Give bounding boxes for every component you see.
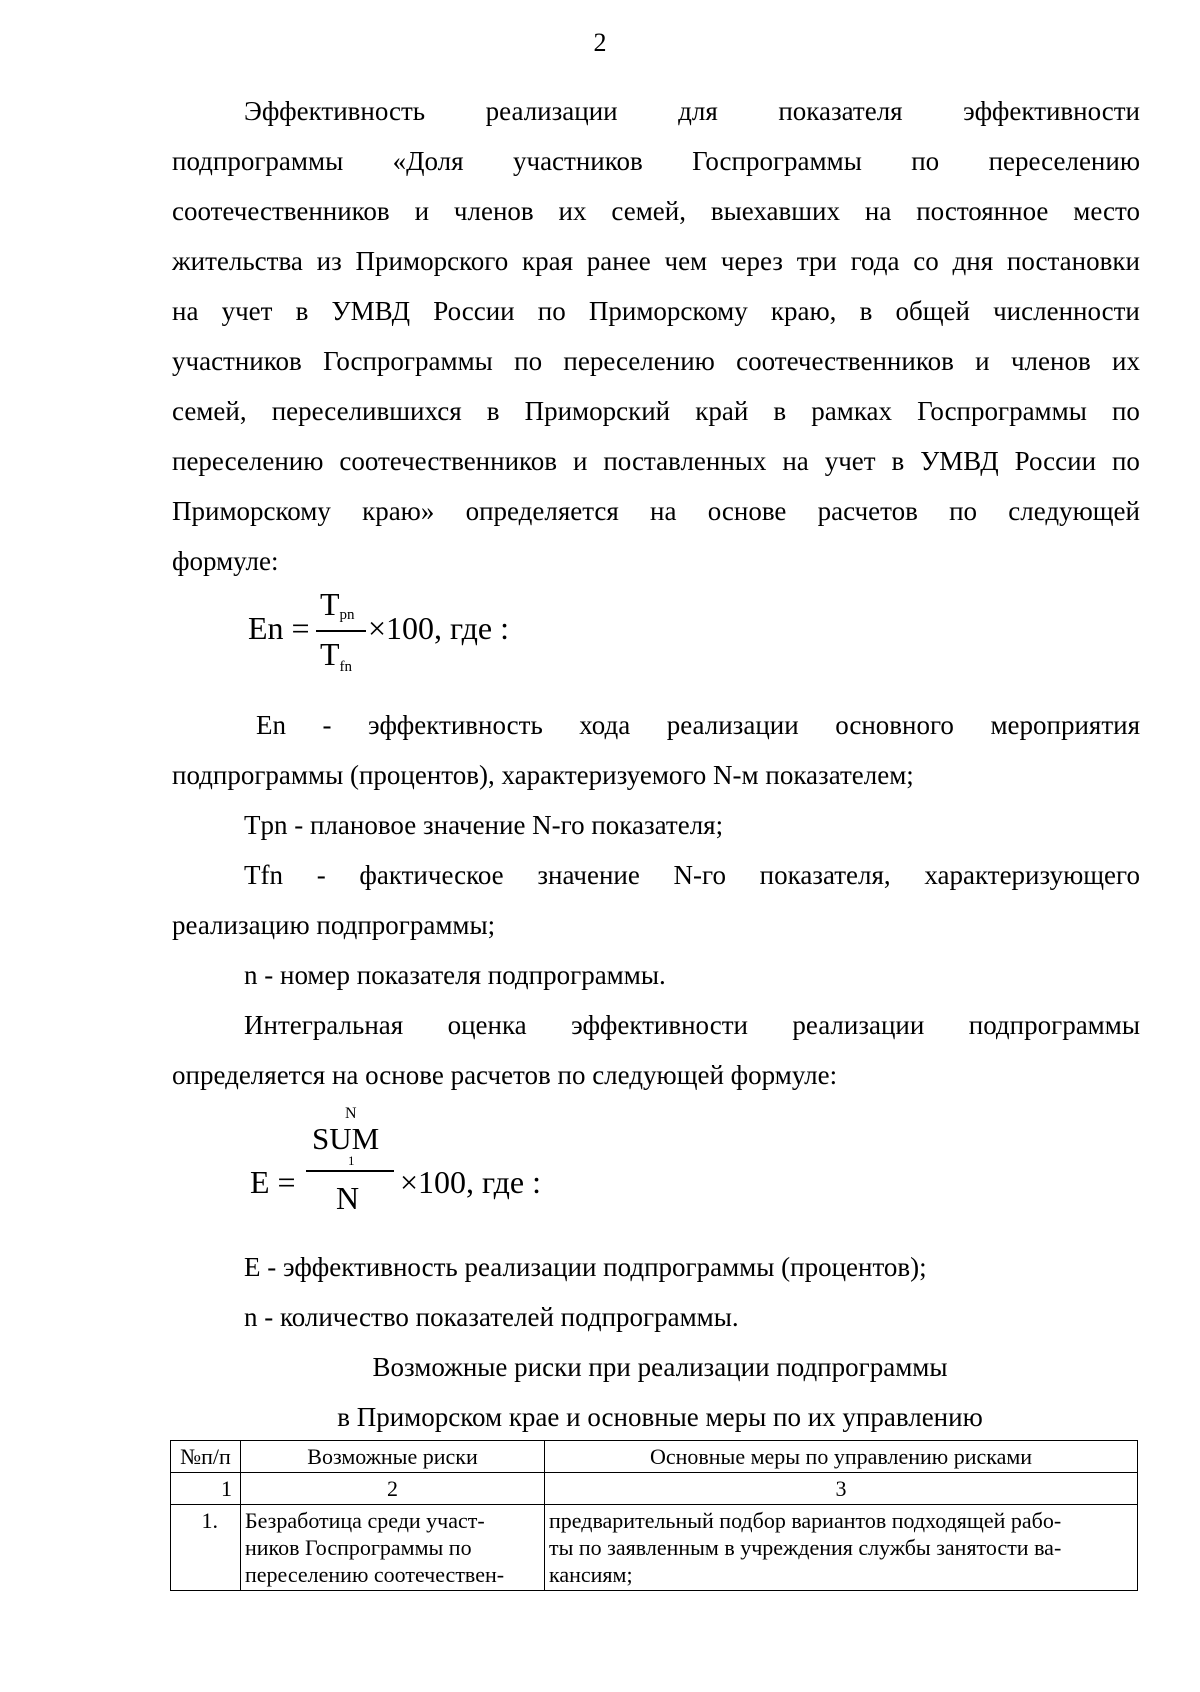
para1-word: на <box>650 496 677 526</box>
formula1-denominator: Tfn <box>320 636 353 675</box>
para1-word: Приморскому <box>172 496 331 526</box>
para1-word: их <box>558 196 587 226</box>
para1-word: численности <box>993 296 1140 326</box>
para1-word: ранее <box>586 246 651 276</box>
para2_line1-word: Интегральная <box>244 1010 404 1040</box>
para1-word: краю» <box>362 496 435 526</box>
tfn_line1-word: Tfn <box>244 860 283 890</box>
numbering-2: 2 <box>241 1473 545 1505</box>
para1-word: рамках <box>811 396 893 426</box>
formula2-sum: SUM <box>312 1121 380 1156</box>
para1-word: показателя <box>778 96 903 126</box>
para1-word: членов <box>453 196 534 226</box>
table-header-row <box>171 1441 1138 1473</box>
en_line1-word: - <box>322 710 332 740</box>
para1-word: участников <box>172 346 302 376</box>
para1-word: край <box>695 396 749 426</box>
para1-word: жительства <box>172 246 303 276</box>
para1-word: членов <box>1010 346 1091 376</box>
para1-line <box>172 394 1140 428</box>
formula2-sum-lower: 1 <box>348 1153 355 1168</box>
header-measures: Основные меры по управлению рисками <box>545 1441 1138 1473</box>
para1-word: расчетов <box>817 496 918 526</box>
formula1-rhs: ×100, где : <box>368 610 509 646</box>
formula2-rhs: ×100, где : <box>400 1164 541 1200</box>
para2_line1-word: оценка <box>447 1010 527 1040</box>
tfn_line1-word: показателя, <box>759 860 891 890</box>
para1-word: место <box>1073 196 1140 226</box>
para1-word: постоянное <box>916 196 1049 226</box>
para1-word: учет <box>824 446 876 476</box>
para1-last-line: формуле: <box>172 546 279 576</box>
para1-word: Приморского <box>355 246 509 276</box>
para1-word: дня <box>952 246 994 276</box>
para1-word: эффективности <box>963 96 1140 126</box>
para1-word: года <box>850 246 900 276</box>
def-tfn-line2: реализацию подпрограммы; <box>172 910 496 940</box>
para1-line <box>172 494 1140 528</box>
en_line1-word: мероприятия <box>990 710 1140 740</box>
para1-word: переселившихся <box>271 396 462 426</box>
en_line1-word: эффективность <box>368 710 543 740</box>
para2-line1 <box>244 1008 1140 1042</box>
row-number: 1. <box>171 1505 241 1591</box>
para1-word: подпрограммы <box>172 146 344 176</box>
para2_line1-word: эффективности <box>571 1010 748 1040</box>
para1-word: «Доля <box>392 146 464 176</box>
section-title-line2: в Приморском крае и основные меры по их управлению <box>337 1402 983 1432</box>
header-risks: Возможные риски <box>241 1441 545 1473</box>
para1-word: Госпрограммы <box>323 346 493 376</box>
para1-line <box>172 444 1140 478</box>
def-tpn: Tpn - плановое значение N-го показателя; <box>244 810 724 840</box>
para2-line2: определяется на основе расчетов по следующей формуле: <box>172 1060 838 1090</box>
para1-word: УМВД <box>331 296 411 326</box>
formula2-denominator: N <box>336 1180 360 1216</box>
para1-word: по <box>537 296 566 326</box>
row-risk: Безработица среди участ- ников Госпрограммы по переселению соотечествен- <box>241 1505 545 1591</box>
def-en-line1 <box>256 708 1140 742</box>
para1-word: в <box>773 396 787 426</box>
risk-table <box>170 1440 1138 1591</box>
para1-word: семей, <box>611 196 686 226</box>
para1-word: и <box>572 446 588 476</box>
para1-line <box>172 244 1140 278</box>
para1-word: по <box>911 146 940 176</box>
para1-word: соотечественников <box>339 446 558 476</box>
para1-word: их <box>1112 346 1140 376</box>
def-e: E - эффективность реализации подпрограммы (процентов); <box>244 1252 927 1282</box>
para1-word: общей <box>895 296 970 326</box>
tfn_line1-word: фактическое <box>359 860 504 890</box>
para1-word: переселению <box>563 346 715 376</box>
para1-word: поставленных <box>603 446 767 476</box>
para1-word: переселению <box>172 446 324 476</box>
para1-word: края <box>521 246 574 276</box>
para1-word: соотечественников <box>172 196 390 226</box>
para1-word: на <box>782 446 809 476</box>
en_line1-word: реализации <box>666 710 799 740</box>
para1-word: УМВД <box>920 446 999 476</box>
section-title-line1: Возможные риски при реализации подпрограммы <box>372 1352 948 1382</box>
tfn_line1-word: значение <box>537 860 640 890</box>
para1-word: и <box>414 196 430 226</box>
para1-word: со <box>913 246 939 276</box>
para1-word: на <box>864 196 892 226</box>
para1-word: выехавших <box>710 196 840 226</box>
para1-line <box>172 344 1140 378</box>
page-number: 2 <box>593 28 607 57</box>
formula1-lhs: En = <box>248 610 310 646</box>
formula2-fraction-bar <box>306 1170 394 1172</box>
para1-word: Госпрограммы <box>917 396 1087 426</box>
para1-word: в <box>295 296 309 326</box>
para1-word: переселению <box>988 146 1140 176</box>
formula2-sum-upper: N <box>345 1105 357 1122</box>
para1-word: по <box>1111 446 1140 476</box>
para1-word: для <box>678 96 718 126</box>
para1-word: краю, <box>770 296 837 326</box>
para1-word: в <box>486 396 500 426</box>
para1-line <box>172 294 1140 328</box>
tfn_line1-word: - <box>316 860 326 890</box>
para1-word: постановки <box>1006 246 1140 276</box>
para1-word: на <box>172 296 199 326</box>
formula1-fraction-bar <box>316 630 366 632</box>
para1-word: Эффективность <box>244 96 426 126</box>
numbering-1: 1 <box>171 1473 241 1505</box>
tfn_line1-word: N-го <box>673 860 726 890</box>
para1-word: через <box>720 246 783 276</box>
en_line1-word: основного <box>835 710 954 740</box>
numbering-3: 3 <box>545 1473 1138 1505</box>
para1-word: в <box>859 296 873 326</box>
formula1-numerator: Tpn <box>320 586 355 623</box>
para1-word: три <box>796 246 837 276</box>
para1-line <box>172 144 1140 178</box>
row-measures: предварительный подбор вариантов подходящей рабо- ты по заявленным в учреждения службы занятости ва- кансиям; <box>545 1505 1138 1591</box>
def-n: n - номер показателя подпрограммы. <box>244 960 666 990</box>
para1-word: и <box>975 346 990 376</box>
para1-word: участников <box>512 146 643 176</box>
tfn_line1-word: характеризующего <box>924 860 1140 890</box>
para1-word: Приморский <box>524 396 671 426</box>
para2_line1-word: подпрограммы <box>968 1010 1140 1040</box>
para1-word: из <box>316 246 342 276</box>
para1-word: основе <box>707 496 787 526</box>
en_line1-word: хода <box>579 710 631 740</box>
para1-word: семей, <box>172 396 247 426</box>
header-number: №п/п <box>171 1441 241 1473</box>
para1-word: чем <box>664 246 708 276</box>
para1-word: реализации <box>485 96 618 126</box>
para1-word: определяется <box>465 496 619 526</box>
para1-word: по <box>1111 396 1140 426</box>
para1-line <box>244 94 1140 128</box>
para1-word: России <box>1014 446 1097 476</box>
formula2-lhs: E = <box>250 1164 296 1200</box>
para1-word: следующей <box>1008 496 1140 526</box>
table-row <box>171 1505 1138 1591</box>
para1-word: по <box>949 496 978 526</box>
para1-word: Приморскому <box>588 296 748 326</box>
para1-word: в <box>891 446 905 476</box>
para1-word: по <box>514 346 543 376</box>
para1-word: Госпрограммы <box>692 146 862 176</box>
def-n-count: n - количество показателей подпрограммы. <box>244 1302 739 1332</box>
para1-word: России <box>433 296 515 326</box>
table-numbering-row <box>171 1473 1138 1505</box>
para1-word: учет <box>221 296 273 326</box>
para2_line1-word: реализации <box>792 1010 925 1040</box>
def-tfn-line1 <box>244 858 1140 892</box>
def-en-line2: подпрограммы (процентов), характеризуемого N-м показателем; <box>172 760 914 790</box>
en_line1-word: En <box>256 710 286 740</box>
para1-line <box>172 194 1140 228</box>
para1-word: соотечественников <box>736 346 954 376</box>
